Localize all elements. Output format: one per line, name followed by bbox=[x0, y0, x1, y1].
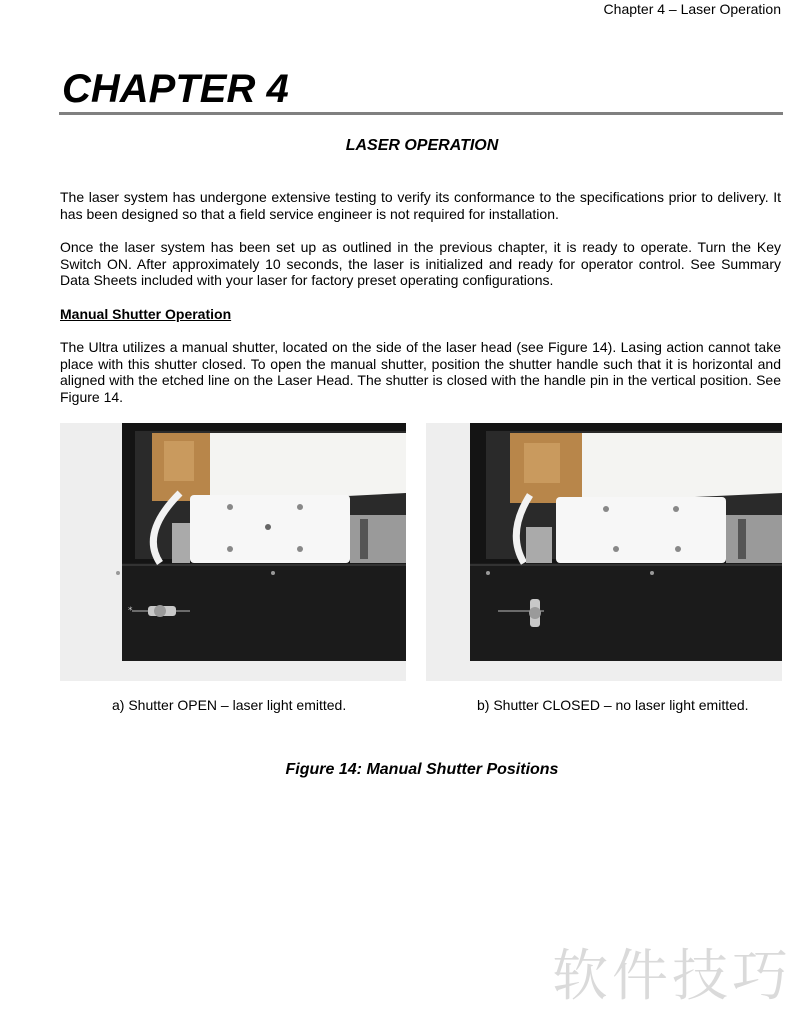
laser-head-open-image bbox=[60, 423, 406, 681]
paragraph-intro: The laser system has undergone extensive testing to verify its conformance to the specifications prior to delivery. It has been designed so that a field service engineer is not required for installation. bbox=[60, 189, 781, 222]
watermark: 软件技巧 bbox=[552, 944, 792, 1009]
caption-shutter-open: a) Shutter OPEN – laser light emitted. bbox=[112, 697, 347, 713]
caption-shutter-closed: b) Shutter CLOSED – no laser light emitted. bbox=[477, 697, 749, 713]
photo-shutter-closed bbox=[426, 423, 782, 681]
chapter-rule bbox=[59, 112, 783, 115]
subheading-manual-shutter: Manual Shutter Operation bbox=[60, 306, 232, 322]
running-header: Chapter 4 – Laser Operation bbox=[603, 1, 781, 17]
paragraph-startup: Once the laser system has been set up as outlined in the previous chapter, it is ready to operate. Turn the Key Switch ON. After approximately 10 seconds, the laser is initialized and ready for operator control. See Summary Data Sheets included with your laser for factory preset operating configurations. bbox=[60, 239, 781, 289]
svg-text:*: * bbox=[128, 606, 133, 616]
figure-title: Figure 14: Manual Shutter Positions bbox=[285, 761, 559, 778]
laser-head-closed-image bbox=[426, 423, 782, 681]
chapter-title: CHAPTER 4 bbox=[62, 67, 289, 111]
photo-shutter-open bbox=[60, 423, 406, 681]
section-title: LASER OPERATION bbox=[345, 137, 499, 154]
paragraph-shutter: The Ultra utilizes a manual shutter, located on the side of the laser head (see Figure 14). Lasing action cannot take place with this shutter closed. To open the manual shutter, position the shutter handle such that it is horizontal and aligned with the etched line on the Laser Head. The shutter is closed with the handle pin in the vertical position. See Figure 14. bbox=[60, 339, 781, 405]
